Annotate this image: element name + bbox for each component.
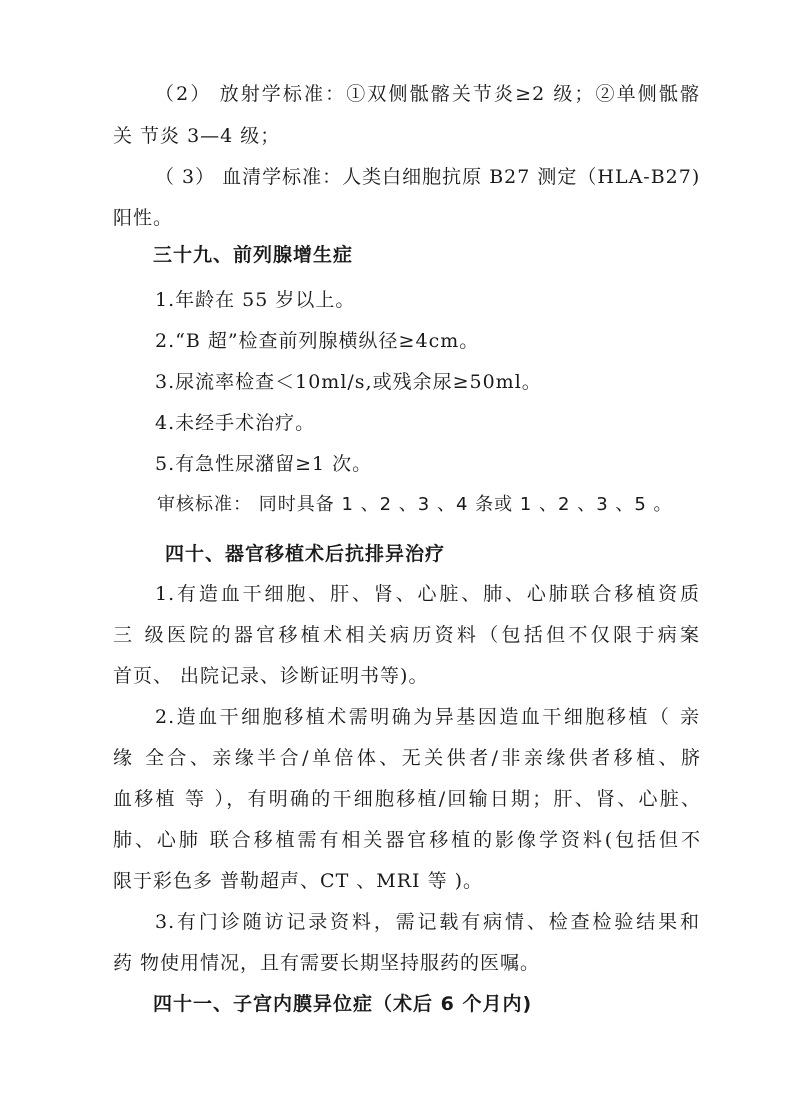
transplant-item-2-line-5: 限于彩色多 普勒超声、CT 、MRI 等 )。 [113,870,484,892]
transplant-item-2-line-2: 缘 全合、亲缘半合/单倍体、无关供者/非亲缘供者移植、脐 [113,747,700,769]
section-heading-39: 三十九、前列腺增生症 [153,244,354,266]
transplant-item-1-line-3: 首页、 出院记录、诊断证明书等)。 [113,665,429,687]
section-heading-41: 四十一、子宫内膜异位症（术后 6 个月内) [153,993,533,1015]
transplant-item-2-line-1: 2.造血干细胞移植术需明确为异基因造血干细胞移植（ 亲 [155,706,700,728]
list-item-age: 1.年龄在 55 岁以上。 [155,289,356,311]
section-heading-40: 四十、器官移植术后抗排异治疗 [165,543,446,565]
transplant-item-2-line-3: 血移植 等 ），有明确的干细胞移植/回输日期；肝、肾、心脏、 [113,788,700,810]
transplant-item-1-line-1: 1.有造血干细胞、肝、肾、心脏、肺、心肺联合移植资质 [155,583,700,605]
transplant-item-3-line-1: 3.有门诊随访记录资料，需记载有病情、检查检验结果和 [155,911,700,933]
transplant-item-2-line-4: 肺、心肺 联合移植需有相关器官移植的影像学资料(包括但不 [113,829,700,851]
list-item-no-surgery: 4.未经手术治疗。 [155,412,316,434]
audit-standard-line: 审核标准： 同时具备 1 、2 、3 、4 条或 1 、2 、3 、5 。 [157,494,673,515]
transplant-item-1-line-2: 三 级医院的器官移植术相关病历资料（包括但不仅限于病案 [113,624,700,646]
list-item-urine-flow: 3.尿流率检查＜10ml/s,或残余尿≥50ml。 [155,371,542,393]
serology-criteria-line: （ 3） 血清学标准：人类白细胞抗原 B27 测定（HLA-B27) [155,166,701,188]
list-item-ultrasound: 2.“B 超”检查前列腺横纵径≥4cm。 [155,330,480,352]
serology-criteria-line-cont: 阳性。 [113,207,174,229]
transplant-item-3-line-2: 药 物使用情况，且有需要长期坚持服药的医嘱。 [113,952,541,974]
list-item-urine-retention: 5.有急性尿潴留≥1 次。 [155,453,373,475]
radiology-criteria-line-cont: 关 节炎 3—4 级； [113,125,281,147]
radiology-criteria-line: （2） 放射学标准：①双侧骶髂关节炎≥2 级；②单侧骶髂 [155,83,700,105]
